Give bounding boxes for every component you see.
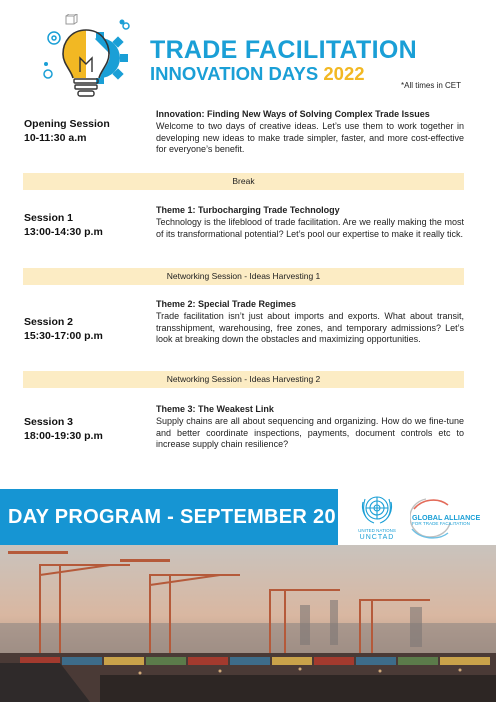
- session-theme: Theme 3: The Weakest Link: [156, 404, 274, 414]
- session-label-3: [24, 415, 103, 443]
- session-description: Supply chains are all about sequencing and organizing. How do we fine-tune and better coordinate inspections, payments, document controls etc to increase supply chain resilience?: [156, 415, 464, 450]
- session-description: Technology is the lifeblood of trade facilitation. Are we really making the most of its transformational potential? Let’s pool our expertise to make it really tick.: [156, 216, 464, 239]
- global-alliance-title: GLOBAL ALLIANCE: [412, 513, 481, 522]
- global-alliance-subtitle: FOR TRADE FACILITATION: [412, 521, 470, 526]
- session-label-2: [24, 315, 103, 343]
- session-content-2: [156, 299, 464, 346]
- session-content-3: [156, 404, 464, 451]
- session-label-opening: [24, 117, 110, 145]
- unctad-logo: [352, 490, 402, 544]
- session-name: Session 1: [24, 212, 74, 224]
- lightbulb-gear-icon: [40, 14, 132, 106]
- port-photo-image: [0, 545, 496, 702]
- subtitle-year: 2022: [323, 63, 365, 84]
- page-subtitle: [150, 63, 365, 85]
- timezone-note: *All times in CET: [401, 81, 462, 90]
- networking-band-2: Networking Session - Ideas Harvesting 2: [23, 371, 464, 388]
- session-description: Welcome to two days of creative ideas. Let’s use them to work together in developing new ideas to make trade simpler, faster, and more cost-effective for everyone’s benefit.: [156, 120, 464, 155]
- session-description: Trade facilitation isn’t just about imports and exports. What about transit, transshipment, warehousing, free zones, and temporary admissions? Let’s look at breaking down the obstacles and maximizing opportunities.: [156, 310, 464, 345]
- day-program-banner: [0, 489, 338, 545]
- session-content-opening: [156, 109, 464, 156]
- networking-band-1: Networking Session - Ideas Harvesting 1: [23, 268, 464, 285]
- un-label: UNITED NATIONS: [358, 528, 396, 533]
- session-theme: Theme 2: Special Trade Regimes: [156, 299, 297, 309]
- session-name: Session 3: [24, 416, 74, 428]
- unctad-label: UNCTAD: [359, 534, 395, 541]
- session-label-1: [24, 211, 103, 239]
- session-time: 10-11:30 a.m: [24, 132, 87, 144]
- page-title: TRADE FACILITATION: [150, 36, 417, 64]
- session-content-1: [156, 205, 464, 240]
- day-program-text: DAY PROGRAM - SEPTEMBER 20: [8, 506, 336, 528]
- un-emblem-icon: [352, 490, 402, 528]
- session-time: 13:00-14:30 p.m: [24, 226, 103, 238]
- global-alliance-logo: [410, 495, 494, 541]
- session-time: 18:00-19:30 p.m: [24, 430, 103, 442]
- session-name: Opening Session: [24, 118, 110, 130]
- session-time: 15:30-17:00 p.m: [24, 330, 103, 342]
- session-theme: Theme 1: Turbocharging Trade Technology: [156, 205, 340, 215]
- subtitle-text: INNOVATION DAYS: [150, 63, 319, 84]
- break-band: Break: [23, 173, 464, 190]
- session-name: Session 2: [24, 316, 74, 328]
- session-theme: Innovation: Finding New Ways of Solving Complex Trade Issues: [156, 109, 430, 119]
